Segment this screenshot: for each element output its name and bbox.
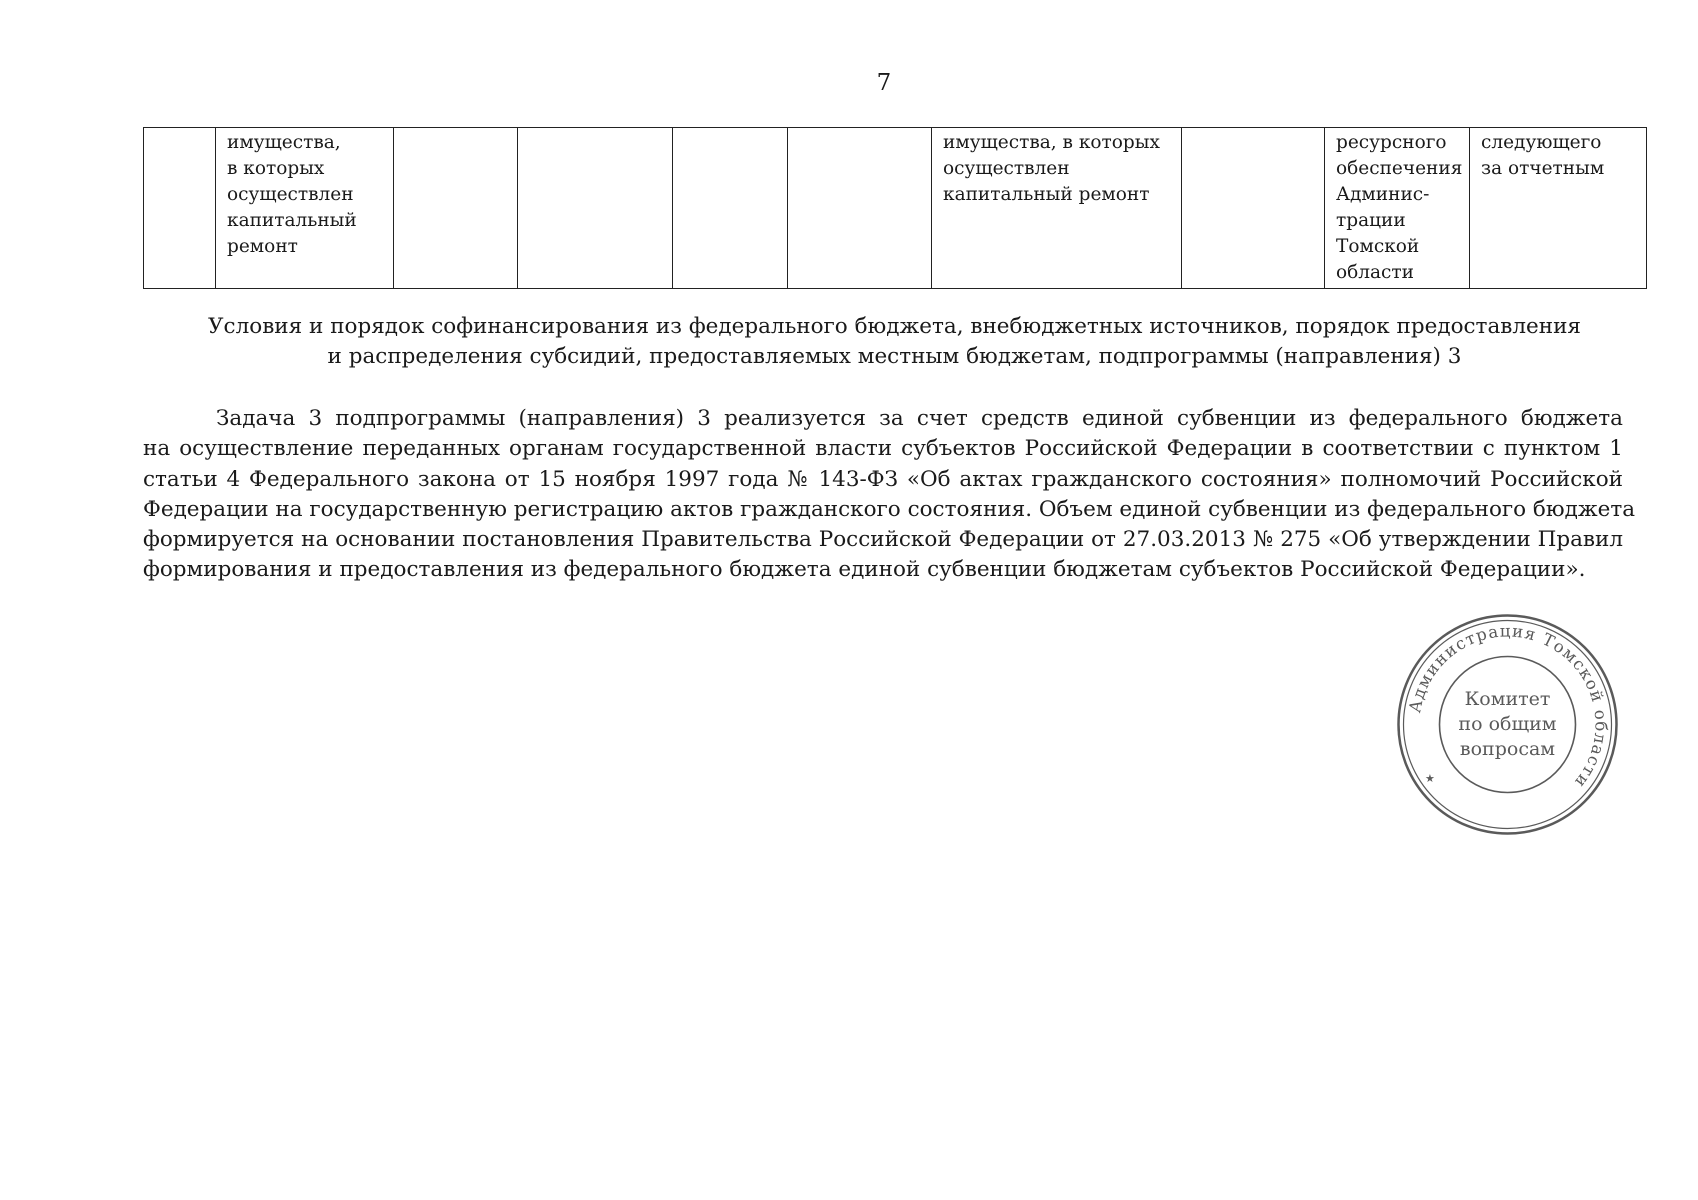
cell-text: ресурсного обеспечения Админис- трации Томской области [1336, 132, 1463, 283]
table-cell [394, 128, 518, 289]
table-cell [932, 128, 1182, 289]
cell-text: имущества, в которых осуществлен капитальный ремонт [943, 132, 1160, 205]
table-cell [216, 128, 394, 289]
cell-text: следующего за отчетным [1481, 132, 1605, 179]
paragraph-line: Федерации на государственную регистрацию актов гражданского состояния. Объем единой субвенции из федерального бюджета [143, 496, 1636, 522]
paragraph-line: Задача 3 подпрограммы (направления) 3 реализуется за счет средств единой субвенции из федерального бюджета [216, 406, 1623, 431]
page-number: 7 [876, 70, 892, 96]
stamp-outer-text: Администрация Томской области [1405, 621, 1611, 793]
table-cell [144, 128, 216, 289]
table-fragment [143, 127, 1647, 289]
section-heading [143, 312, 1646, 372]
section-heading-line: Условия и порядок софинансирования из федерального бюджета, внебюджетных источников, порядок предоставления [208, 314, 1581, 339]
table-cell [1470, 128, 1647, 289]
stamp-inner-line: вопросам [1459, 738, 1556, 760]
stamp-inner-line: по общим [1458, 713, 1557, 735]
table-cell [788, 128, 932, 289]
table-cell [1182, 128, 1325, 289]
official-stamp [1395, 612, 1620, 837]
paragraph-line: формирования и предоставления из федерального бюджета единой субвенции бюджетам субъектов Российской Федерации». [143, 557, 1586, 583]
cell-text: имущества, в которых осуществлен капитальный ремонт [227, 132, 357, 257]
table-cell [673, 128, 788, 289]
paragraph-line: формируется на основании постановления Правительства Российской Федерации от 27.03.2013 № 275 «Об утверждении Правил [143, 527, 1623, 553]
stamp-inner-line: Комитет [1464, 688, 1551, 710]
paragraph-line: на осуществление переданных органам государственной власти субъектов Российской Федерации в соответствии с пунктом 1 [143, 436, 1623, 462]
section-heading-line: и распределения субсидий, предоставляемых местным бюджетам, подпрограммы (направления) 3 [327, 344, 1462, 369]
stamp-star-icon: ★ [1425, 772, 1435, 785]
paragraph-line: статьи 4 Федерального закона от 15 ноября 1997 года № 143-ФЗ «Об актах гражданского состояния» полномочий Российской [143, 466, 1623, 492]
table-row [144, 128, 1647, 289]
body-paragraph [143, 404, 1636, 586]
table-cell [518, 128, 673, 289]
table-cell [1325, 128, 1470, 289]
